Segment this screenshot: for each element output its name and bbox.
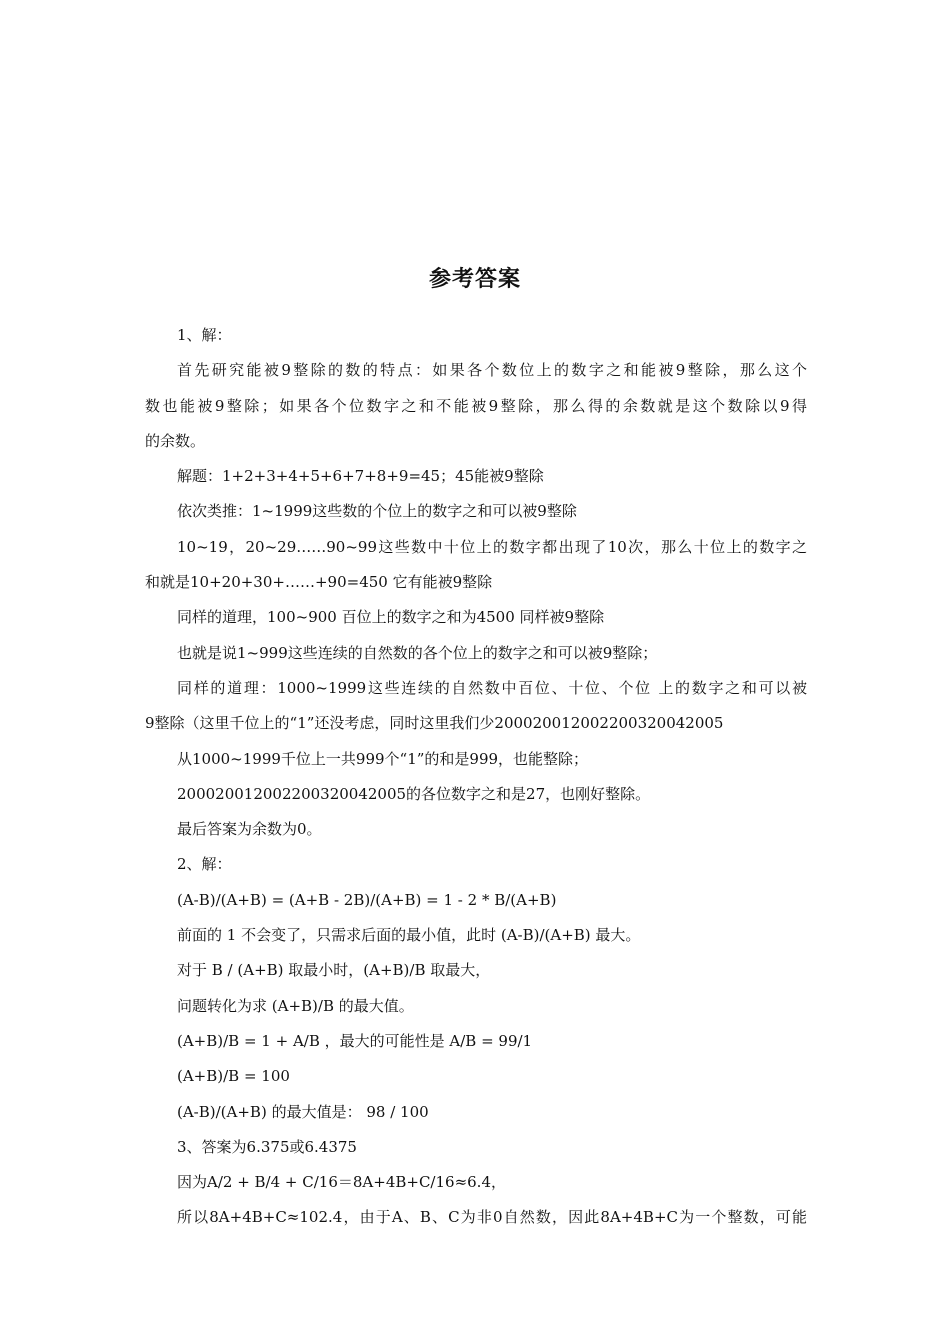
text-line: 10~19，20~29……90~99这些数中十位上的数字都出现了10次，那么十位上的数字之 <box>177 537 807 556</box>
text-line: 2、解： <box>177 855 232 874</box>
text-line: 同样的道理：1000~1999这些连续的自然数中百位、十位、个位 上的数字之和可以被 <box>177 678 807 697</box>
text-line: 前面的 1 不会变了，只需求后面的最小值，此时 (A-B)/(A+B) 最大。 <box>177 926 641 945</box>
text-line: 和就是10+20+30+……+90=450 它有能被9整除 <box>145 573 493 592</box>
text-line: 最后答案为余数为0。 <box>177 820 322 839</box>
text-line: 9整除（这里千位上的“1”还没考虑，同时这里我们少200020012002200320042005 <box>145 714 724 733</box>
text-line: 1、解： <box>177 326 232 344</box>
answer-body <box>145 318 807 1236</box>
text-line: (A+B)/B = 100 <box>177 1067 290 1086</box>
text-line: 从1000~1999千位上一共999个“1”的和是999，也能整除； <box>177 749 589 768</box>
text-line: 200020012002200320042005的各位数字之和是27，也刚好整除。 <box>177 784 651 803</box>
text-line: 因为A/2 + B/4 + C/16＝8A+4B+C/16≈6.4， <box>177 1173 506 1192</box>
text-line: (A+B)/B = 1 + A/B ，最大的可能性是 A/B = 99/1 <box>177 1031 533 1050</box>
text-line: 所以8A+4B+C≈102.4，由于A、B、C为非0自然数，因此8A+4B+C为一个整数，可能 <box>177 1208 807 1227</box>
text-line: 数也能被9整除；如果各个位数字之和不能被9整除，那么得的余数就是这个数除以9得 <box>145 396 807 415</box>
text-line: 问题转化为求 (A+B)/B 的最大值。 <box>177 996 414 1015</box>
text-line: 对于 B / (A+B) 取最小时，(A+B)/B 取最大， <box>177 961 491 980</box>
text-line: (A-B)/(A+B) = (A+B - 2B)/(A+B) = 1 - 2 * B/(A+B) <box>177 890 557 909</box>
text-line: 依次类推：1~1999这些数的个位上的数字之和可以被9整除 <box>177 502 577 521</box>
page-title: 参考答案 <box>428 267 521 292</box>
text-line: 解题：1+2+3+4+5+6+7+8+9=45；45能被9整除 <box>177 467 544 486</box>
text-line: 首先研究能被9整除的数的特点：如果各个数位上的数字之和能被9整除，那么这个 <box>177 361 807 380</box>
text-line: 也就是说1~999这些连续的自然数的各个位上的数字之和可以被9整除； <box>177 643 658 662</box>
text-line: 3、答案为6.375或6.4375 <box>177 1137 357 1156</box>
text-line: 的余数。 <box>145 431 206 450</box>
text-line: 同样的道理，100~900 百位上的数字之和为4500 同样被9整除 <box>177 608 605 627</box>
text-line: (A-B)/(A+B) 的最大值是： 98 / 100 <box>177 1102 429 1121</box>
